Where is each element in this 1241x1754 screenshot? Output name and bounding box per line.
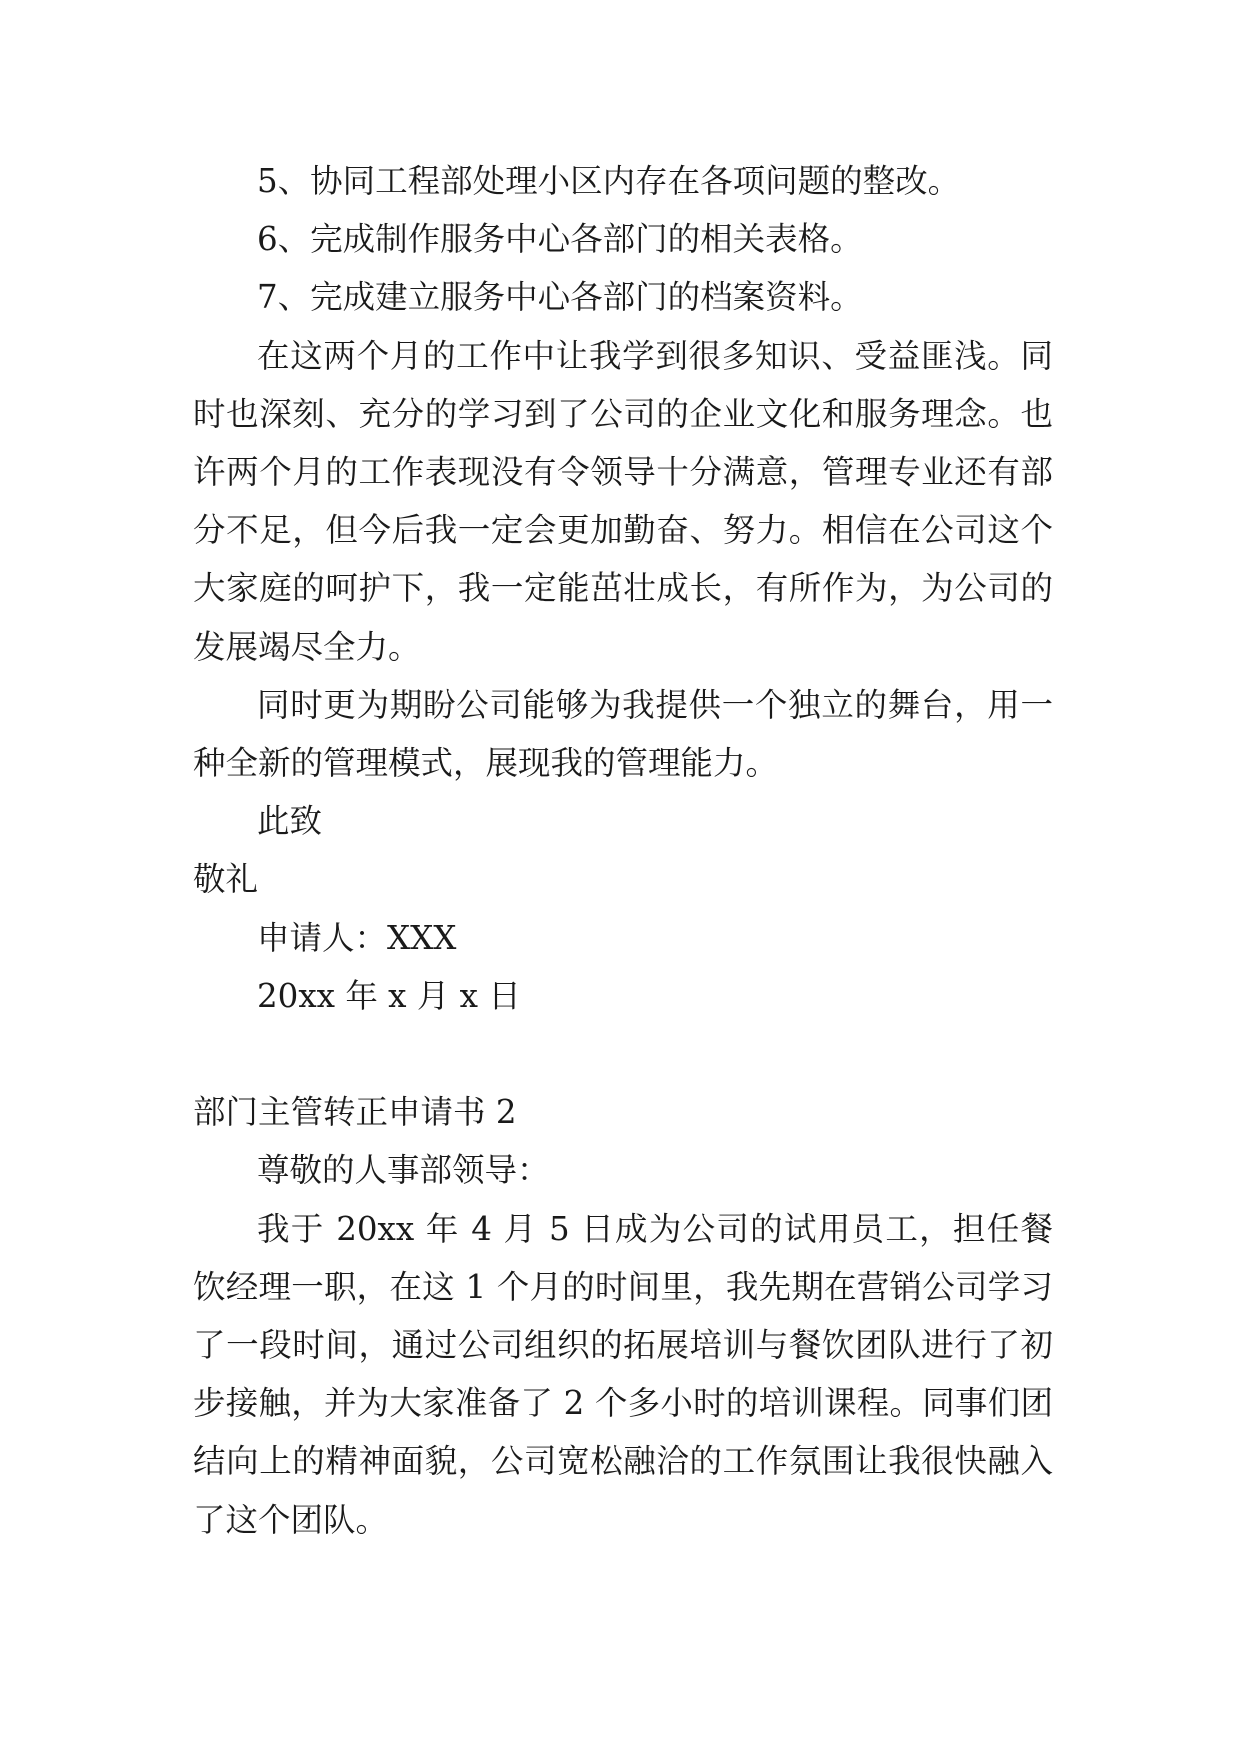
document-page [193,152,1053,1549]
signature-date: 20xx 年 x 月 x 日 [257,976,521,1015]
closing-regards: 敬礼 [193,860,259,899]
body-paragraph: 在这两个月的工作中让我学到很多知识、受益匪浅。同时也深刻、充分的学习到了公司的企业文化和服务理念。也许两个月的工作表现没有令领导十分满意，管理专业还有部分不足，但今后我一定会更加勤奋、努力。相信在公司这个大家庭的呵护下，我一定能茁壮成长，有所作为，为公司的发展竭尽全力。 [193,336,1053,666]
section-spacer [193,1025,1053,1083]
list-item: 5、协同工程部处理小区内存在各项问题的整改。 [257,162,961,200]
letter-greeting: 尊敬的人事部领导： [257,1151,550,1190]
list-item: 6、完成制作服务中心各部门的相关表格。 [257,220,863,259]
body-paragraph: 我于 20xx 年 4 月 5 日成为公司的试用员工，担任餐饮经理一职，在这 1 个月的时间里，我先期在营销公司学习了一段时间，通过公司组织的拓展培训与餐饮团队进行了初步接触，并为大家准备了 2 个多小时的培训课程。同事们团结向上的精神面貌，公司宽松融洽的工作氛围让我很快融入了这个团队。 [193,1209,1053,1539]
section-title: 部门主管转正申请书 2 [193,1093,517,1132]
closing-salutation: 此致 [257,802,323,841]
list-item: 7、完成建立服务中心各部门的档案资料。 [257,278,863,317]
body-paragraph: 同时更为期盼公司能够为我提供一个独立的舞台，用一种全新的管理模式，展现我的管理能力。 [193,685,1053,782]
applicant-signature: 申请人：XXX [257,918,457,957]
